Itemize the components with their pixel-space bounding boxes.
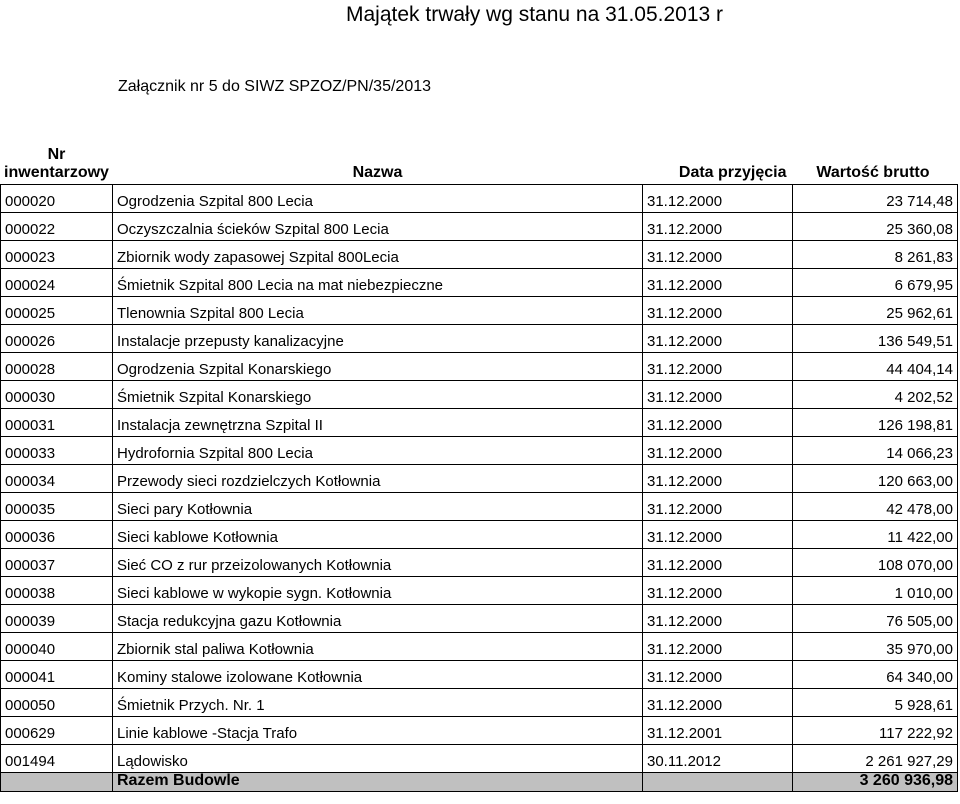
table-row — [1, 436, 958, 464]
table-row — [1, 744, 958, 772]
cell-nazwa: Zbiornik stal paliwa Kotłownia — [113, 632, 643, 660]
cell-nazwa: Przewody sieci rozdzielczych Kotłownia — [113, 464, 643, 492]
attachment-subtitle: Załącznik nr 5 do SIWZ SPZOZ/PN/35/2013 — [118, 78, 432, 95]
cell-nazwa: Ogrodzenia Szpital 800 Lecia — [113, 184, 643, 212]
cell-data: 31.12.2000 — [643, 324, 793, 352]
cell-wartosc: 117 222,92 — [793, 716, 958, 744]
cell-wartosc: 2 261 927,29 — [793, 744, 958, 772]
cell-nazwa: Sieć CO z rur przeizolowanych Kotłownia — [113, 548, 643, 576]
cell-data: 31.12.2000 — [643, 240, 793, 268]
cell-nr: 000036 — [1, 520, 113, 548]
cell-data: 31.12.2000 — [643, 352, 793, 380]
cell-data: 31.12.2000 — [643, 436, 793, 464]
cell-nr: 000033 — [1, 436, 113, 464]
cell-nr: 000037 — [1, 548, 113, 576]
cell-data: 31.12.2000 — [643, 520, 793, 548]
column-header-nr: Nr inwentarzowy — [1, 112, 113, 184]
table-row — [1, 268, 958, 296]
total-label: Razem Budowle — [113, 772, 643, 791]
table-row — [1, 464, 958, 492]
cell-data: 31.12.2000 — [643, 576, 793, 604]
table-row — [1, 688, 958, 716]
table-row — [1, 660, 958, 688]
total-blank-cell — [643, 772, 793, 791]
cell-nr: 000050 — [1, 688, 113, 716]
cell-wartosc: 25 962,61 — [793, 296, 958, 324]
cell-nr: 000024 — [1, 268, 113, 296]
cell-nr: 000023 — [1, 240, 113, 268]
cell-nazwa: Hydrofornia Szpital 800 Lecia — [113, 436, 643, 464]
cell-data: 31.12.2001 — [643, 716, 793, 744]
cell-wartosc: 108 070,00 — [793, 548, 958, 576]
table-row — [1, 324, 958, 352]
cell-wartosc: 23 714,48 — [793, 184, 958, 212]
cell-nazwa: Linie kablowe -Stacja Trafo — [113, 716, 643, 744]
table-header-row — [1, 112, 958, 184]
cell-nazwa: Instalacje przepusty kanalizacyjne — [113, 324, 643, 352]
cell-data: 31.12.2000 — [643, 604, 793, 632]
cell-wartosc: 42 478,00 — [793, 492, 958, 520]
cell-nazwa: Tlenownia Szpital 800 Lecia — [113, 296, 643, 324]
total-blank-cell — [1, 772, 113, 791]
cell-nazwa: Sieci pary Kotłownia — [113, 492, 643, 520]
column-header-wartosc: Wartość brutto — [793, 112, 958, 184]
assets-table — [0, 112, 958, 792]
table-row — [1, 408, 958, 436]
cell-nr: 000031 — [1, 408, 113, 436]
cell-wartosc: 4 202,52 — [793, 380, 958, 408]
cell-data: 31.12.2000 — [643, 492, 793, 520]
table-row — [1, 240, 958, 268]
cell-data: 31.12.2000 — [643, 632, 793, 660]
column-header-data: Data przyjęcia — [643, 112, 793, 184]
cell-nazwa: Instalacja zewnętrzna Szpital II — [113, 408, 643, 436]
table-row — [1, 380, 958, 408]
total-row — [1, 772, 958, 791]
cell-data: 31.12.2000 — [643, 408, 793, 436]
cell-data: 31.12.2000 — [643, 212, 793, 240]
cell-nr: 000026 — [1, 324, 113, 352]
cell-nazwa: Oczyszczalnia ścieków Szpital 800 Lecia — [113, 212, 643, 240]
cell-data: 31.12.2000 — [643, 184, 793, 212]
cell-wartosc: 76 505,00 — [793, 604, 958, 632]
table-row — [1, 352, 958, 380]
table-row — [1, 296, 958, 324]
cell-wartosc: 64 340,00 — [793, 660, 958, 688]
cell-data: 31.12.2000 — [643, 548, 793, 576]
cell-nr: 000041 — [1, 660, 113, 688]
cell-wartosc: 126 198,81 — [793, 408, 958, 436]
cell-data: 31.12.2000 — [643, 268, 793, 296]
cell-nazwa: Ogrodzenia Szpital Konarskiego — [113, 352, 643, 380]
cell-wartosc: 6 679,95 — [793, 268, 958, 296]
cell-nr: 001494 — [1, 744, 113, 772]
table-row — [1, 716, 958, 744]
cell-nazwa: Sieci kablowe Kotłownia — [113, 520, 643, 548]
cell-data: 30.11.2012 — [643, 744, 793, 772]
cell-nazwa: Śmietnik Przych. Nr. 1 — [113, 688, 643, 716]
cell-wartosc: 136 549,51 — [793, 324, 958, 352]
cell-nazwa: Lądowisko — [113, 744, 643, 772]
cell-nr: 000038 — [1, 576, 113, 604]
cell-wartosc: 35 970,00 — [793, 632, 958, 660]
cell-data: 31.12.2000 — [643, 688, 793, 716]
table-row — [1, 604, 958, 632]
cell-wartosc: 44 404,14 — [793, 352, 958, 380]
cell-nazwa: Śmietnik Szpital Konarskiego — [113, 380, 643, 408]
table-body — [1, 184, 958, 772]
table-row — [1, 212, 958, 240]
cell-nr: 000629 — [1, 716, 113, 744]
cell-nr: 000020 — [1, 184, 113, 212]
cell-nazwa: Sieci kablowe w wykopie sygn. Kotłownia — [113, 576, 643, 604]
table-row — [1, 520, 958, 548]
cell-nazwa: Zbiornik wody zapasowej Szpital 800Lecia — [113, 240, 643, 268]
cell-nr: 000022 — [1, 212, 113, 240]
cell-nr: 000028 — [1, 352, 113, 380]
cell-nr: 000035 — [1, 492, 113, 520]
cell-wartosc: 14 066,23 — [793, 436, 958, 464]
cell-data: 31.12.2000 — [643, 464, 793, 492]
column-header-nazwa: Nazwa — [113, 112, 643, 184]
title-text: Majątek trwały wg stanu na 31.05.2013 r — [346, 3, 724, 26]
page-title — [0, 2, 960, 28]
cell-nr: 000034 — [1, 464, 113, 492]
cell-wartosc: 1 010,00 — [793, 576, 958, 604]
cell-nr: 000030 — [1, 380, 113, 408]
cell-nr: 000040 — [1, 632, 113, 660]
cell-nr: 000039 — [1, 604, 113, 632]
total-value: 3 260 936,98 — [793, 772, 958, 791]
cell-data: 31.12.2000 — [643, 296, 793, 324]
cell-wartosc: 11 422,00 — [793, 520, 958, 548]
cell-data: 31.12.2000 — [643, 660, 793, 688]
cell-wartosc: 8 261,83 — [793, 240, 958, 268]
cell-nazwa: Stacja redukcyjna gazu Kotłownia — [113, 604, 643, 632]
cell-wartosc: 120 663,00 — [793, 464, 958, 492]
cell-wartosc: 25 360,08 — [793, 212, 958, 240]
cell-nr: 000025 — [1, 296, 113, 324]
cell-nazwa: Kominy stalowe izolowane Kotłownia — [113, 660, 643, 688]
cell-data: 31.12.2000 — [643, 380, 793, 408]
table-row — [1, 492, 958, 520]
table-row — [1, 184, 958, 212]
table-row — [1, 632, 958, 660]
cell-nazwa: Śmietnik Szpital 800 Lecia na mat niebezpieczne — [113, 268, 643, 296]
table-row — [1, 548, 958, 576]
table-row — [1, 576, 958, 604]
cell-wartosc: 5 928,61 — [793, 688, 958, 716]
